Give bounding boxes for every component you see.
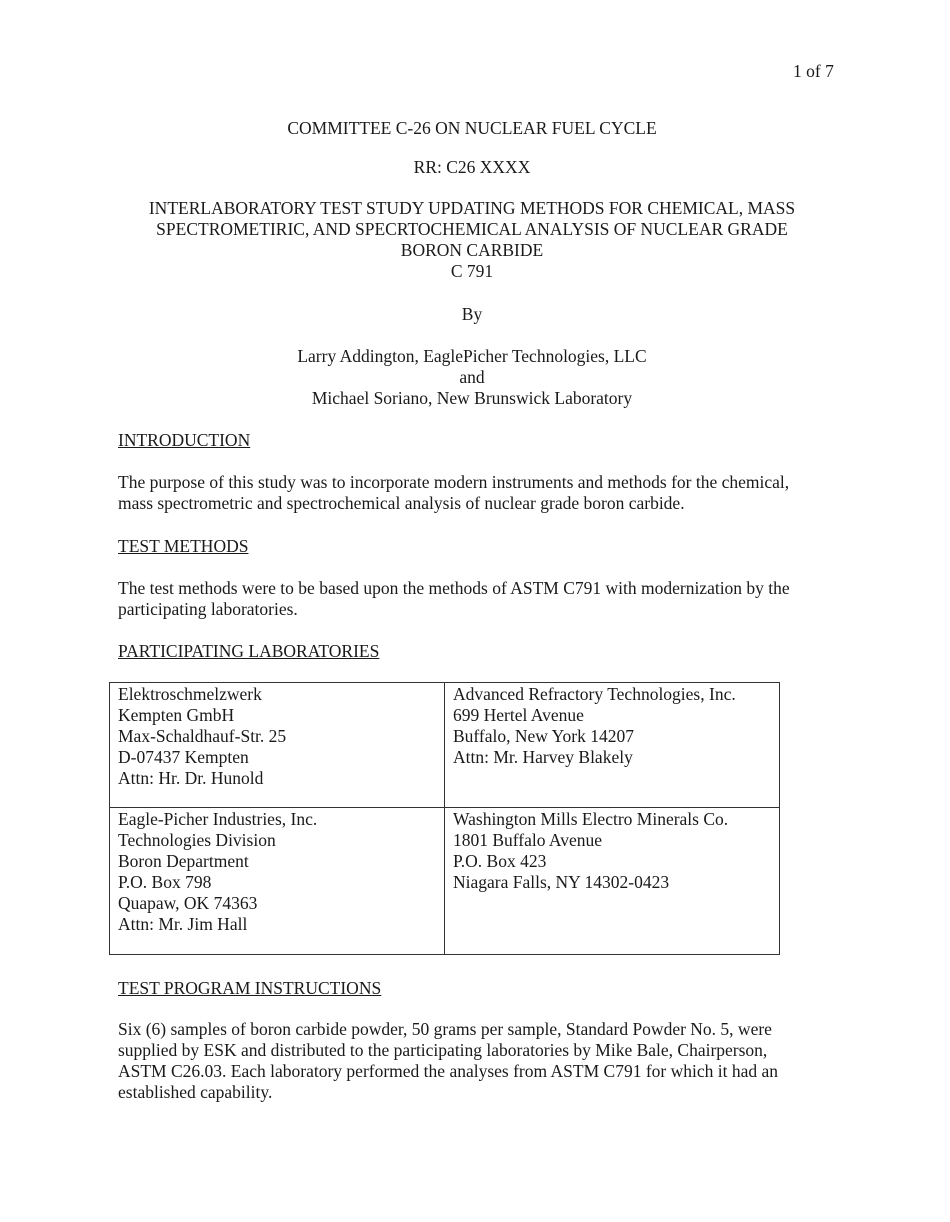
lab-address-line: Washington Mills Electro Minerals Co. — [453, 809, 729, 829]
lab-address-line: Elektroschmelzwerk — [118, 684, 262, 704]
test-program-heading: TEST PROGRAM INSTRUCTIONS — [118, 978, 382, 998]
title-line: BORON CARBIDE — [400, 240, 544, 260]
participating-labs-heading: PARTICIPATING LABORATORIES — [118, 641, 380, 661]
lab-address-line: D-07437 Kempten — [118, 747, 249, 767]
lab-address-line: Technologies Division — [118, 830, 276, 850]
lab-address-line: Advanced Refractory Technologies, Inc. — [453, 684, 736, 704]
paragraph-line: The test methods were to be based upon the methods of ASTM C791 with modernization by the — [118, 578, 790, 598]
lab-cell-washington-mills — [445, 808, 780, 955]
author-line: Larry Addington, EaglePicher Technologies, LLC — [297, 346, 647, 366]
paragraph-line: mass spectrometric and spectrochemical analysis of nuclear grade boron carbide. — [118, 493, 685, 513]
document-title — [0, 198, 944, 282]
lab-address-line: Boron Department — [118, 851, 249, 871]
paragraph-line: participating laboratories. — [118, 599, 298, 619]
lab-address-line: Attn: Hr. Dr. Hunold — [118, 768, 264, 788]
standard-designation: C 791 — [450, 261, 494, 281]
laboratories-table — [109, 682, 780, 955]
paragraph-line: ASTM C26.03. Each laboratory performed the analyses from ASTM C791 for which it had an — [118, 1061, 779, 1081]
paragraph-line: Six (6) samples of boron carbide powder, 50 grams per sample, Standard Powder No. 5, were — [118, 1019, 772, 1039]
test-methods-paragraph — [118, 578, 828, 620]
report-number: RR: C26 XXXX — [413, 157, 531, 177]
lab-address-line: Attn: Mr. Jim Hall — [118, 914, 248, 934]
committee-heading: COMMITTEE C-26 ON NUCLEAR FUEL CYCLE — [287, 118, 657, 138]
authors — [0, 346, 944, 409]
by-label: By — [461, 304, 483, 324]
lab-address-line: 1801 Buffalo Avenue — [453, 830, 603, 850]
test-program-paragraph — [118, 1019, 828, 1103]
lab-address-line: P.O. Box 423 — [453, 851, 547, 871]
introduction-heading: INTRODUCTION — [118, 430, 251, 450]
lab-address-line: Buffalo, New York 14207 — [453, 726, 634, 746]
test-methods-heading: TEST METHODS — [118, 536, 249, 556]
lab-address-line: Niagara Falls, NY 14302-0423 — [453, 872, 670, 892]
page-number: 1 of 7 — [793, 61, 834, 81]
author-line: Michael Soriano, New Brunswick Laboratory — [311, 388, 633, 408]
lab-address-line: Kempten GmbH — [118, 705, 235, 725]
author-conjunction: and — [459, 367, 485, 387]
paragraph-line: The purpose of this study was to incorporate modern instruments and methods for the chemical, — [118, 472, 790, 492]
lab-address-line: Eagle-Picher Industries, Inc. — [118, 809, 318, 829]
title-line: INTERLABORATORY TEST STUDY UPDATING METHODS FOR CHEMICAL, MASS — [148, 198, 796, 218]
introduction-paragraph — [118, 472, 828, 514]
lab-address-line: Max-Schaldhauf-Str. 25 — [118, 726, 287, 746]
table-row — [110, 683, 780, 808]
paragraph-line: supplied by ESK and distributed to the participating laboratories by Mike Bale, Chairperson, — [118, 1040, 768, 1060]
lab-address-line: Quapaw, OK 74363 — [118, 893, 258, 913]
lab-cell-esk — [110, 683, 445, 808]
lab-cell-eaglepicher — [110, 808, 445, 955]
lab-address-line: P.O. Box 798 — [118, 872, 212, 892]
table-row — [110, 808, 780, 955]
title-line: SPECTROMETIRIC, AND SPECRTOCHEMICAL ANALYSIS OF NUCLEAR GRADE — [156, 219, 788, 239]
lab-address-line: 699 Hertel Avenue — [453, 705, 584, 725]
paragraph-line: established capability. — [118, 1082, 273, 1102]
lab-address-line: Attn: Mr. Harvey Blakely — [453, 747, 633, 767]
lab-cell-art — [445, 683, 780, 808]
